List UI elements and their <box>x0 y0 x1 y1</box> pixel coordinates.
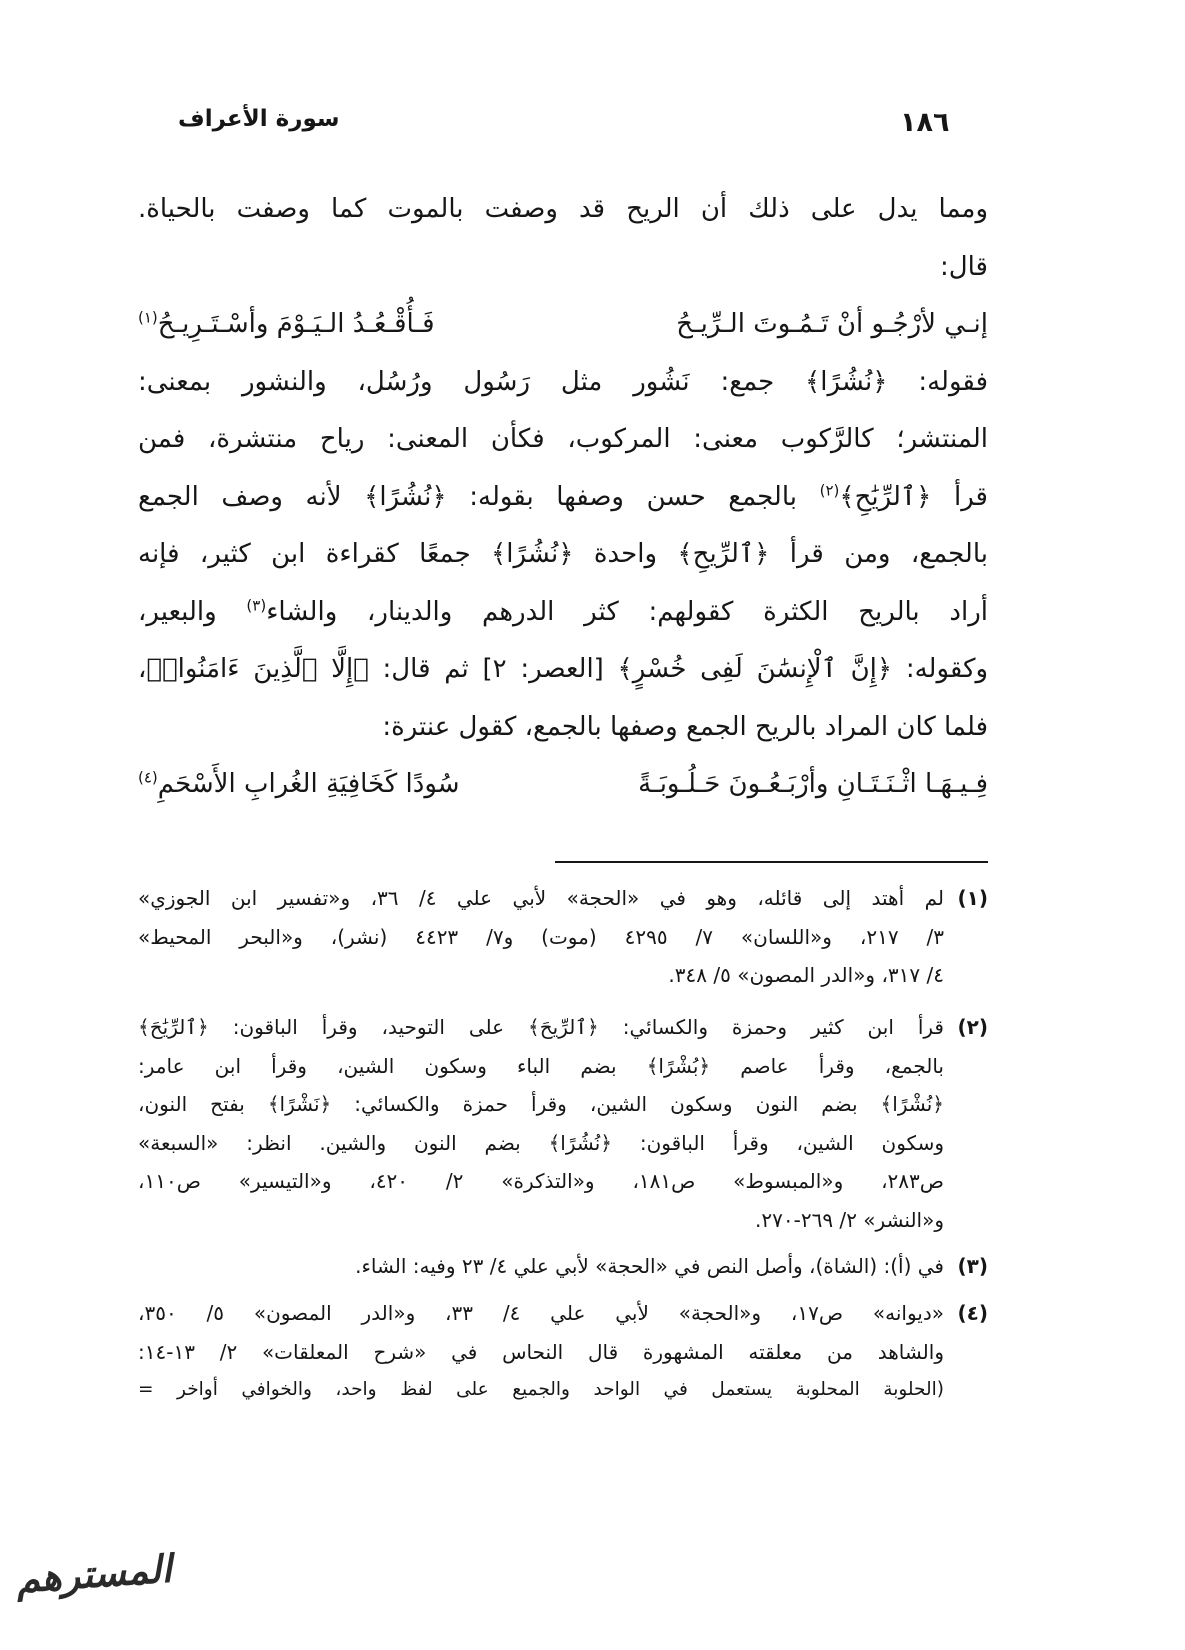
footnote-number: (١) <box>957 886 988 910</box>
footnote-2 <box>138 1008 988 1239</box>
main-text <box>138 181 988 814</box>
verse-2 <box>138 756 988 814</box>
verse-1 <box>138 296 988 354</box>
footnote-line: (الحلوبة المحلوبة يستعمل في الواحد والجميع على لفظ واحد، والخوافي أواخر = <box>138 1379 944 1400</box>
footnote-body <box>138 1247 944 1286</box>
text-line-6 <box>138 469 988 527</box>
footnote-line: ٣/ ٢١٧، و«اللسان» ٧/ ٤٢٩٥ (موت) و٧/ ٤٤٢٣ (نشر)، و«البحر المحيط» <box>138 924 944 949</box>
text-line-7: بالجمع، ومن قرأ ﴿ٱلرِّيحِ﴾ واحدة ﴿نُشُرًا﴾ جمعًا كقراءة ابن كثير، فإنه <box>138 539 988 569</box>
text-line-4: فقوله: ﴿نُشُرًا﴾ جمع: نَشُور مثل رَسُول ورُسُل، والنشور بمعنى: <box>138 366 988 397</box>
footnote-line: بالجمع، وقرأ عاصم ﴿بُشْرًا﴾ بضم الباء وسكون الشين، وقرأ ابن عامر: <box>138 1053 944 1078</box>
footnote-line: قرأ ابن كثير وحمزة والكسائي: ﴿ٱلرِّيحَ﴾ على التوحيد، وقرأ الباقون: ﴿ٱلرِّيَٰحَ﴾ <box>138 1015 944 1039</box>
verse-1-hemistich-2 <box>138 296 435 354</box>
text-line-8-part-1: أراد بالريح الكثرة كقولهم: كثر الدرهم والدينار، والشاء <box>266 596 988 627</box>
text-line-2: قال: <box>939 251 988 282</box>
footnote-number: (٢) <box>957 1015 988 1039</box>
verse-2-hemistich-1: فِـيـهَـا اثْـنَـتَـانِ وأرْبَـعُـونَ حَـلُـوبَـةً <box>638 769 988 799</box>
text-line-9: وكقوله: ﴿إِنَّ ٱلْإِنسَٰنَ لَفِى خُسْرٍ﴾ [العصر: ٢] ثم قال: ﴿إِلَّا ٱلَّذِينَ ءَامَنُوا۟﴾، <box>138 654 989 684</box>
footnote-line: لم أهتد إلى قائله، وهو في «الحجة» لأبي علي ٤/ ٣٦، و«تفسير ابن الجوزي» <box>138 886 944 910</box>
footnote-line: والشاهد من معلقته المشهورة قال النحاس في «شرح المعلقات» ٢/ ١٣-١٤: <box>138 1339 944 1364</box>
footnote-body <box>138 879 944 995</box>
verse-1-hemistich-1: إنـي لأرْجُـو أنْ تَـمُـوتَ الـرِّيـحُ <box>676 309 988 339</box>
page-number: ١٨٦ <box>900 107 950 138</box>
text-line-6-part-1: قرأ ﴿ٱلرِّيَٰحِ﴾ <box>839 481 988 512</box>
text-line-10: فلما كان المراد بالريح الجمع وصفها بالجمع، كقول عنترة: <box>382 711 988 742</box>
footnote-body <box>138 1294 944 1410</box>
footnote-line: ص٢٨٣، و«المبسوط» ص١٨١، و«التذكرة» ٢/ ٤٢٠، و«التيسير» ص١١٠، <box>138 1169 944 1193</box>
verse-2-hemistich-2-text: سُودًا كَخَافِيَةِ الغُرابِ الأَسْحَمِ <box>157 769 460 799</box>
footnote-number: (٣) <box>957 1254 988 1278</box>
text-line-5: المنتشر؛ كالرَّكوب معنى: المركوب، فكأن المعنى: رياح منتشرة، فمن <box>138 424 988 454</box>
footnote-ref-2: (٢) <box>819 480 840 499</box>
text-line-8 <box>138 584 988 642</box>
footnote-ref-4: (٤) <box>138 768 158 787</box>
footnote-3 <box>138 1247 988 1286</box>
footnote-line: ﴿نُشْرًا﴾ بضم النون وسكون الشين، وقرأ حمزة والكسائي: ﴿نَشْرًا﴾ بفتح النون، <box>138 1092 944 1116</box>
footnote-line: وسكون الشين، وقرأ الباقون: ﴿نُشُرًا﴾ بضم النون والشين. انظر: «السبعة» <box>138 1130 944 1155</box>
footnote-line: «ديوانه» ص١٧، و«الحجة» لأبي علي ٤/ ٣٣، و«الدر المصون» ٥/ ٣٥٠، <box>138 1301 944 1325</box>
verse-2-hemistich-2 <box>138 756 460 814</box>
text-line-1: ومما يدل على ذلك أن الريح قد وصفت بالموت كما وصفت بالحياة. <box>138 194 988 224</box>
footnote-line: في (أ): (الشاة)، وأصل النص في «الحجة» لأبي علي ٤/ ٢٣ وفيه: الشاء. <box>355 1254 944 1278</box>
verse-1-hemistich-2-text: فَـأُقْـعُـدُ الـيَـوْمَ وأسْـتَـرِيـحُ <box>157 309 435 339</box>
text-line-8-part-2: والبعير، <box>138 596 247 627</box>
text-line-6-part-2: بالجمع حسن وصفها بقوله: ﴿نُشُرًا﴾ لأنه وصف الجمع <box>138 481 820 512</box>
footnote-1 <box>138 879 988 995</box>
footnote-4 <box>138 1294 988 1410</box>
footnote-ref-3: (٣) <box>246 595 267 614</box>
footnote-line: و«النشر» ٢/ ٢٦٩-٢٧٠. <box>755 1207 944 1232</box>
footnote-body <box>138 1008 944 1239</box>
surah-title: سورة الأعراف <box>178 106 340 132</box>
footnote-line: ٤/ ٣١٧، و«الدر المصون» ٥/ ٣٤٨. <box>668 963 944 987</box>
publisher-logo: المسترهم <box>14 1546 174 1602</box>
footnote-number: (٤) <box>957 1301 988 1325</box>
footnote-divider <box>555 861 988 863</box>
footnote-ref-1: (١) <box>138 308 158 327</box>
